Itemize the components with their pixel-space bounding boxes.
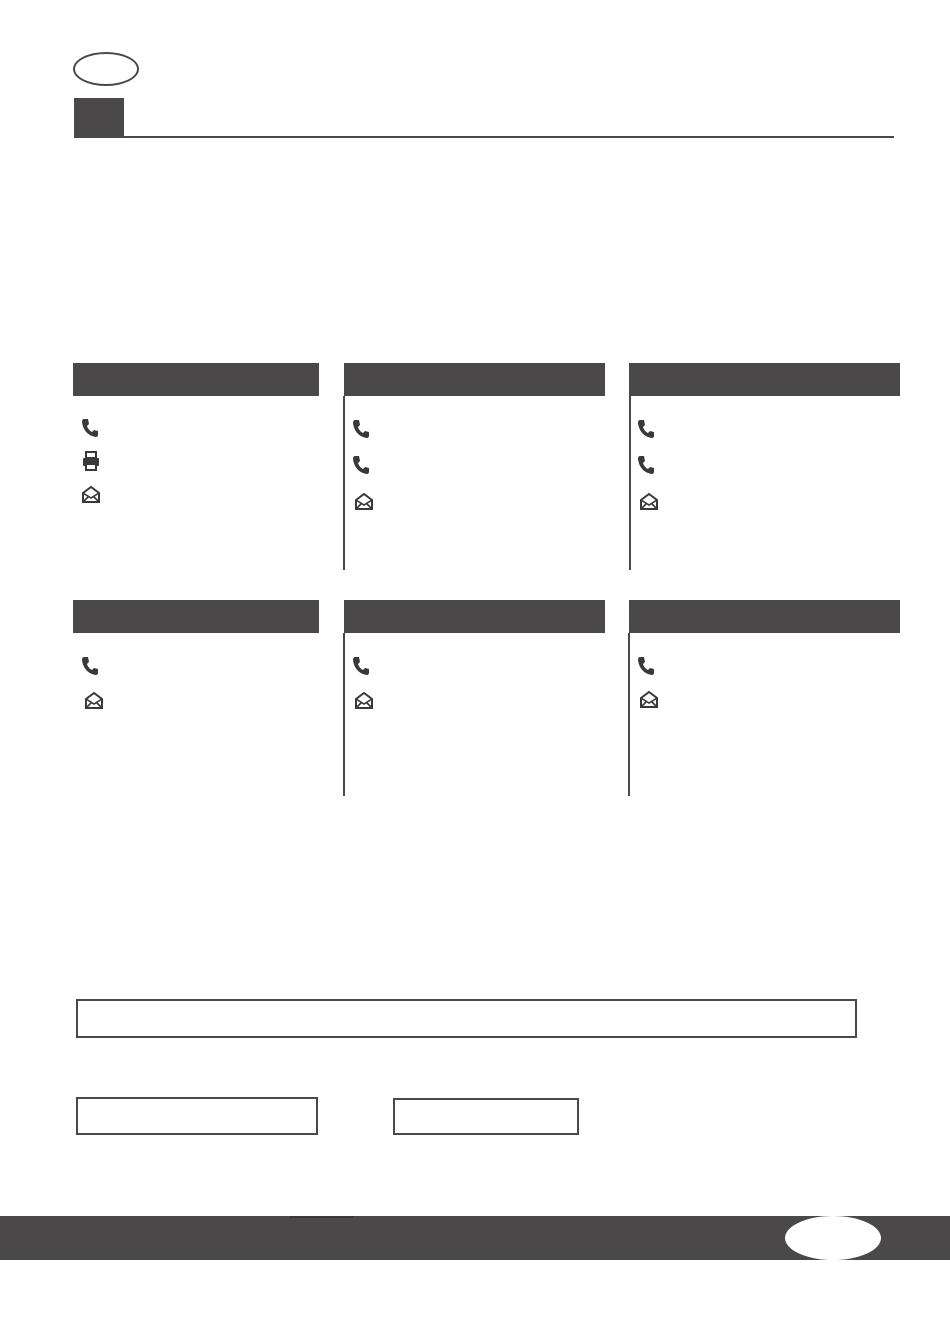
service-card-4-header <box>73 600 319 633</box>
envelope-icon <box>83 691 105 713</box>
envelope-icon <box>353 492 375 514</box>
envelope-icon <box>638 492 660 514</box>
phone-icon <box>351 418 373 440</box>
footer-notch <box>290 1216 354 1218</box>
service-card-3-header <box>629 363 900 396</box>
phone-icon <box>80 655 102 677</box>
section-number-block <box>74 98 124 138</box>
phone-icon <box>636 418 658 440</box>
page-number-badge <box>785 1216 881 1260</box>
card-divider <box>628 633 630 796</box>
phone-icon <box>636 655 658 677</box>
phone-icon <box>636 454 658 476</box>
envelope-icon <box>353 691 375 713</box>
card-divider <box>629 396 631 570</box>
service-card-5-header <box>344 600 605 633</box>
envelope-icon <box>638 690 660 712</box>
phone-icon <box>80 417 102 439</box>
card-divider <box>343 633 345 796</box>
header-rule <box>74 136 894 138</box>
form-field-left[interactable] <box>76 1097 318 1135</box>
form-field-right[interactable] <box>393 1098 579 1135</box>
phone-icon <box>351 454 373 476</box>
card-divider <box>343 396 345 570</box>
wide-form-field[interactable] <box>76 999 857 1038</box>
phone-icon <box>351 655 373 677</box>
service-card-6-header <box>629 600 900 633</box>
fax-icon <box>80 450 102 472</box>
language-badge <box>73 52 139 86</box>
service-card-2-header <box>344 363 605 396</box>
service-card-1-header <box>73 363 319 396</box>
envelope-icon <box>80 485 102 507</box>
